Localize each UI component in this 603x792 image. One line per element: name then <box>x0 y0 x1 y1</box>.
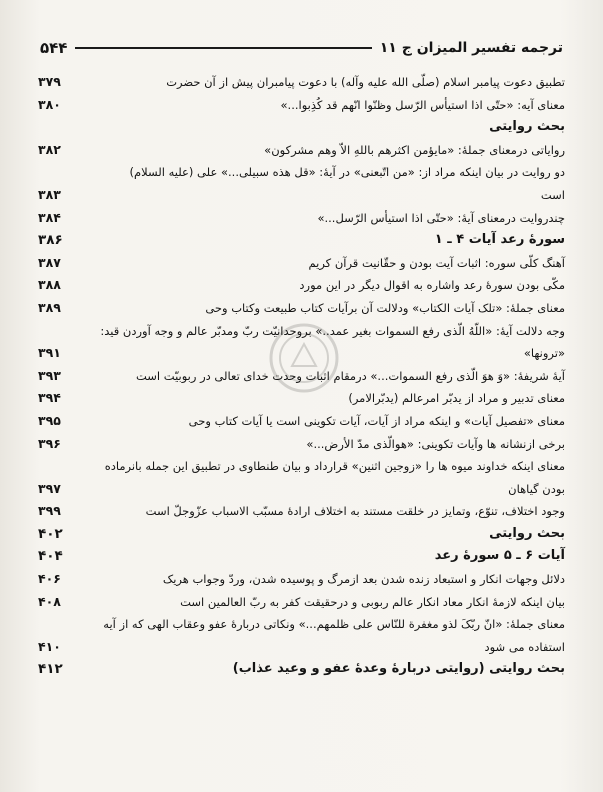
toc-entry-text: وجود اختلاف، تنوّع، وتمایز در خلقت مستند به اختلاف ارادهٔ مسبّب الاسباب عزّوجلّ است <box>145 504 565 519</box>
toc-page-number: ۳۷۹ <box>38 74 61 89</box>
toc-page-number: ۴۰۲ <box>38 525 63 542</box>
toc-page-number: ۳۹۱ <box>38 345 61 361</box>
toc-entry-text: وجه دلالت آیهٔ: «اللّهُ الّذی رفع السموات بغیر عمد..» بروحدانیّت ربّ ومدبّر عالم و وجه آوردن قید: <box>100 323 565 338</box>
toc-entry <box>38 298 565 318</box>
toc-entry-text: چندروایت درمعنای آیهٔ: «حتّی اذا استیأس الرّسل...» <box>317 210 565 225</box>
toc-page-number: ۳۹۹ <box>38 503 61 519</box>
toc-entry-text: روایاتی درمعنای جملهٔ: «مایؤمن اکثرهم باللهِ الاّ وهم مشرکون» <box>264 142 565 157</box>
toc-entry-continuation <box>38 185 565 205</box>
toc-entry-text: بحث روایتی <box>489 119 565 135</box>
toc-entry <box>38 592 565 612</box>
toc-page-number: ۴۰۴ <box>38 548 63 565</box>
toc-entry <box>38 411 565 431</box>
toc-entry <box>38 388 565 408</box>
toc-entry-continuation <box>38 479 565 499</box>
toc-entry <box>38 162 565 182</box>
toc-entry-text: آیات ۶ ـ ۵ سورهٔ رعد <box>434 548 565 564</box>
toc-page-number: ۳۸۴ <box>38 209 61 225</box>
toc-entry <box>38 366 565 386</box>
toc-entry <box>38 275 565 295</box>
toc-entry <box>38 569 565 589</box>
toc-entry <box>38 321 565 341</box>
toc-page-number: ۳۸۶ <box>38 232 63 249</box>
running-title: ترجمه تفسیر المیزان ج ۱۱ <box>379 40 563 56</box>
toc-page-number: ۳۸۸ <box>38 277 61 293</box>
page-number: ۵۴۴ <box>40 39 68 57</box>
toc-page-number: ۳۹۴ <box>38 390 61 406</box>
toc-heading <box>38 117 565 137</box>
toc-entry-text: آیهٔ شریفهٔ: «وَ هوَ الّذی رفع السموات...» درمقام اثبات وحدت خدای تعالی در ربوبیّت است <box>136 368 565 383</box>
toc-entry-text: «ترونها» <box>523 346 565 361</box>
header-rule <box>75 47 371 49</box>
toc-heading <box>38 230 565 250</box>
toc-heading <box>38 659 565 679</box>
toc-page-number: ۳۹۵ <box>38 412 61 428</box>
toc-entry <box>38 456 565 476</box>
toc-entry <box>38 140 565 160</box>
page-header <box>40 36 563 60</box>
toc-page-number: ۳۸۷ <box>38 254 61 270</box>
toc-page-number: ۳۸۹ <box>38 299 61 315</box>
toc-entry-text: مکّی بودن سورهٔ رعد واشاره به اقوال دیگر در این مورد <box>299 278 565 293</box>
toc-entry-continuation <box>38 343 565 363</box>
toc-heading <box>38 546 565 566</box>
toc-entry-text: بحث روایتی (روایتی دربارهٔ وعدهٔ عفو و وعید عذاب) <box>232 661 565 677</box>
toc-page-number: ۳۸۲ <box>38 141 61 157</box>
toc-entry-text: بودن گیاهان <box>508 481 565 496</box>
toc-entry <box>38 614 565 634</box>
toc-entry <box>38 208 565 228</box>
toc-entry-text: معنای جملهٔ: «انّ ربّکَ لذو مغفرة للنّاس علی ظلمهم...» ونکاتی دربارهٔ عفو وعقاب الهی که از آیه <box>103 617 565 632</box>
toc-entry <box>38 72 565 92</box>
toc-entry-text: برخی ازنشانه ها وآیات تکوینی: «هوالّذی مدّ الأرض...» <box>306 436 565 451</box>
toc-page-number: ۴۱۰ <box>38 638 61 654</box>
toc-entry <box>38 501 565 521</box>
toc-page-number: ۳۹۳ <box>38 367 61 383</box>
toc-page-number: ۳۸۰ <box>38 96 61 112</box>
toc-page-number: ۴۰۸ <box>38 593 61 609</box>
toc-entry <box>38 253 565 273</box>
table-of-contents <box>38 72 565 682</box>
toc-entry-text: تطبیق دعوت پیامبر اسلام (صلّی الله علیه وآله) با دعوت پیامبران پیش از آن حضرت <box>166 75 565 89</box>
toc-page-number: ۴۰۶ <box>38 571 61 587</box>
toc-page-number: ۴۱۲ <box>38 661 63 678</box>
toc-page-number: ۳۹۶ <box>38 435 61 451</box>
toc-entry-text: معنای اینکه خداوند میوه ها را «زوجین اثنین» قرارداد و بیان طنطاوی در تطبیق این جمله بانرماده <box>104 459 565 474</box>
toc-heading <box>38 524 565 544</box>
toc-entry-text: دو روایت در بیان اینکه مراد از: «من اتّبعنی» در آیهٔ: «قل هذه سبیلی...» علی (علیه السلام) <box>129 165 565 180</box>
toc-entry-text: بحث روایتی <box>489 525 565 541</box>
toc-entry-text: است <box>540 187 565 202</box>
toc-entry <box>38 95 565 115</box>
toc-entry-continuation <box>38 637 565 657</box>
toc-entry-text: معنای «تفصیل آیات» و اینکه مراد از آیات، آیات تکوینی است یا آیات کتاب وحی <box>188 413 565 428</box>
toc-page-number: ۳۹۷ <box>38 480 61 496</box>
toc-entry-text: معنای جملهٔ: «تلک آیات الکتاب» ودلالت آن برآیات کتاب طبیعت وکتاب وحی <box>205 300 565 315</box>
toc-entry-text: بیان اینکه لازمهٔ انکار معاد انکار عالم ربوبی و درحقیقت کفر به ربّ العالمین است <box>180 594 565 609</box>
toc-entry-text: معنای آیه: «حتّی اذا استیأس الرّسل وظنّوا انّهم قد کُذِبوا...» <box>280 97 565 112</box>
toc-entry-text: سورهٔ رعد آیات ۴ ـ ۱ <box>434 232 565 248</box>
toc-entry-text: آهنگ کلّی سوره: اثبات آیت بودن و حقّانیت قرآن کریم <box>308 255 565 270</box>
toc-entry <box>38 434 565 454</box>
toc-entry-text: دلائل وجهات انکار و استبعاد زنده شدن بعد ازمرگ و پوسیده شدن، وردّ وجواب هریک <box>162 572 565 587</box>
toc-entry-text: استفاده می شود <box>484 639 565 654</box>
toc-page-number: ۳۸۳ <box>38 186 61 202</box>
toc-entry-text: معنای تدبیر و مراد از یدبّر امرعالم (یدبّرالامر) <box>348 391 565 406</box>
